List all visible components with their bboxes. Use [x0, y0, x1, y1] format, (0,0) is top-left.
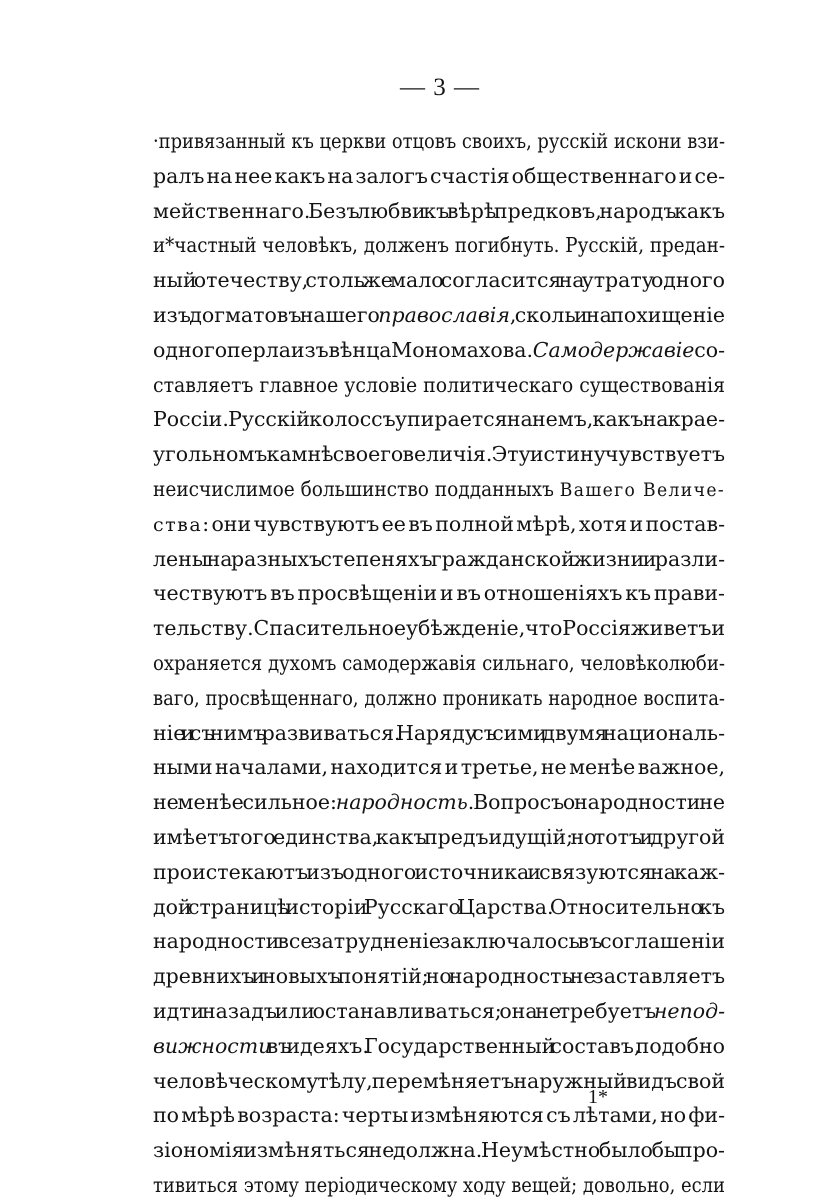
text-line — [153, 298, 725, 333]
text-segment: по мѣрѣ возраста: черты измѣняются съ лѣтами, но фи- — [153, 1103, 725, 1128]
text-segment: тивиться этому періодическому ходу вещей; довольно, если — [153, 1172, 725, 1197]
text-segment: проистекаютъ изъ одного источника и связуются на каж- — [153, 859, 725, 884]
text-line — [153, 228, 725, 263]
text-line — [153, 437, 725, 472]
text-line — [153, 472, 725, 507]
body-text — [153, 124, 725, 1203]
text-segment: : они чувствуютъ ее въ полной мѣрѣ, хотя и постав- — [202, 511, 725, 536]
text-segment: дой страницѣ исторіи Русскаго Царства. Относительно къ — [153, 894, 725, 919]
italic-phrase: непод- — [653, 998, 725, 1023]
text-line — [153, 1133, 725, 1168]
text-line — [153, 542, 725, 577]
small-caps-phrase: Вашего Величе- — [559, 478, 725, 501]
text-line — [153, 681, 725, 716]
text-segment: . Вопросъ о народности не — [467, 790, 726, 815]
text-line — [153, 576, 725, 611]
text-segment: , сколь и на похищеніе — [509, 302, 725, 327]
text-segment: народности все затрудненіе заключалось въ соглашеніи — [153, 929, 725, 954]
text-segment: ный отечеству, столь же мало согласится на утрату одного — [153, 268, 725, 293]
text-segment: человѣческому тѣлу, перемѣняетъ наружный видъ свой — [153, 1068, 725, 1093]
italic-phrase: православія — [378, 302, 510, 327]
text-line — [153, 924, 725, 959]
text-line — [153, 507, 725, 542]
text-segment: ставляетъ главное условіе политическаго существованія — [153, 372, 725, 397]
italic-phrase: вижности — [153, 1033, 272, 1058]
text-segment: неисчислимое большинство подданныхъ — [153, 476, 560, 501]
italic-phrase: Самодержавіе — [532, 337, 695, 362]
text-segment: ралъ на нее какъ на залогъ счастія общественнаго и се- — [153, 163, 725, 188]
text-line — [153, 611, 725, 646]
text-segment: лены на разныхъ степеняхъ гражданской жизни и разли- — [153, 546, 725, 571]
text-segment: и*частный человѣкъ, долженъ погибнуть. Русскій, предан- — [153, 233, 725, 258]
text-segment: ваго, просвѣщеннаго, должно проникать народное воспита- — [153, 685, 725, 710]
text-segment: идти назадъ или останавливаться; она не требуетъ — [153, 998, 654, 1023]
text-line — [153, 820, 725, 855]
text-line — [153, 402, 725, 437]
text-line — [153, 1064, 725, 1099]
text-segment: угольномъ камнѣ своего величія. Эту истину чувствуетъ — [153, 442, 725, 467]
text-segment: мейственнаго. Безъ любви къ вѣрѣ предковъ, народъ какъ — [153, 198, 725, 223]
text-line — [153, 1029, 725, 1064]
text-segment: со- — [694, 337, 725, 362]
text-line — [153, 785, 725, 820]
text-line — [153, 333, 725, 368]
text-line — [153, 716, 725, 751]
text-segment: ніе и съ нимъ развиваться. Наряду съ сими двумя националь- — [153, 720, 725, 745]
text-segment: не менѣе сильное: — [153, 790, 336, 815]
text-line — [153, 263, 725, 298]
text-line — [153, 959, 725, 994]
text-segment: зіономія измѣняться не должна. Неумѣстно было бы про- — [153, 1138, 725, 1163]
page-number: — 3 — — [400, 74, 480, 101]
text-segment: ными началами, находится и третье, не менѣе важное, — [153, 755, 725, 780]
text-segment: ·привязанный къ церкви отцовъ своихъ, русскій искони взи- — [153, 129, 725, 153]
text-segment: Россіи. Русскій колоссъ упирается на немъ, какъ на крае- — [153, 407, 725, 432]
text-line — [153, 1168, 725, 1203]
text-line — [153, 890, 725, 925]
text-line — [153, 194, 725, 229]
small-caps-phrase: ства — [153, 513, 203, 536]
text-segment: изъ догматовъ нашего — [153, 302, 379, 327]
signature-mark: 1* — [588, 1086, 608, 1108]
text-line — [153, 646, 725, 681]
text-segment: охраняется духомъ самодержавія сильнаго, человѣколюби- — [153, 650, 725, 675]
text-segment: тельству. Спасительное убѣжденіе, что Россія живетъ и — [153, 616, 725, 641]
text-segment: имѣетъ того единства, какъ предъидущій; но тотъ и другой — [153, 824, 725, 849]
text-segment: одного перла изъ вѣнца Мономахова. — [153, 337, 533, 362]
text-line — [153, 368, 725, 403]
italic-phrase: народность — [335, 790, 468, 815]
text-line — [153, 159, 725, 194]
text-segment: въ идеяхъ. Государственный составъ, подобно — [271, 1033, 725, 1058]
text-line — [153, 994, 725, 1029]
text-line — [153, 124, 725, 159]
text-line — [153, 855, 725, 890]
text-line — [153, 1098, 725, 1133]
text-segment: древнихъ и новыхъ понятій; но народность не заставляетъ — [153, 964, 725, 989]
text-segment: чествуютъ въ просвѣщеніи и въ отношеніяхъ къ прави- — [153, 581, 725, 606]
text-line — [153, 750, 725, 785]
